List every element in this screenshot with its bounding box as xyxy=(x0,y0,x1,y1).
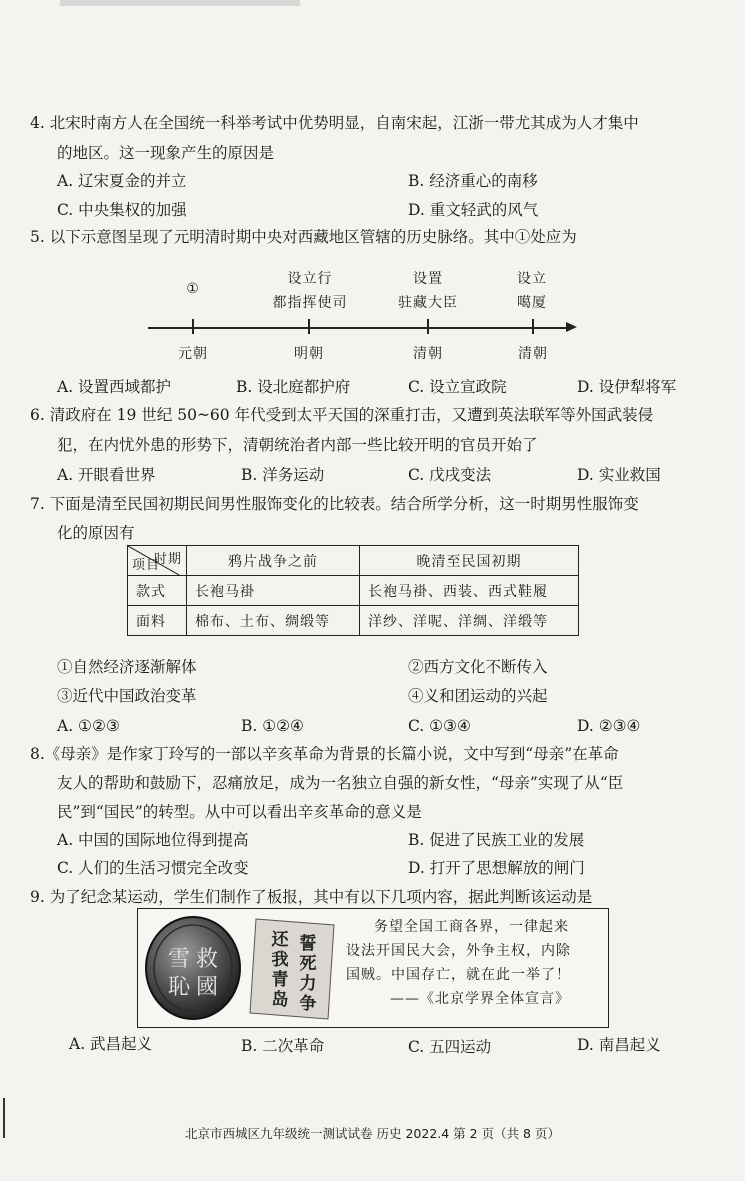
q5-option-a[interactable]: A. 设置西域都护 xyxy=(57,378,172,396)
card-char: 还 xyxy=(271,930,289,950)
q5-option-b[interactable]: B. 设北庭都护府 xyxy=(236,378,351,396)
header-period: 时期 xyxy=(153,552,182,567)
q9-option-d[interactable]: D. 南昌起义 xyxy=(577,1036,661,1054)
row-item: 款式 xyxy=(128,576,187,606)
timeline-event-2: 设立行 xyxy=(287,271,333,287)
header-item: 项目 xyxy=(132,558,161,573)
q8-stem-line1: 8.《母亲》是作家丁玲写的一部以辛亥革命为背景的长篇小说，文中写到“母亲”在革命 xyxy=(30,745,619,763)
card-char: 我 xyxy=(271,950,289,970)
timeline-event-4b: 噶厦 xyxy=(517,295,547,311)
timeline-event-2b: 都指挥使司 xyxy=(272,295,348,311)
q9-blackboard-poster xyxy=(137,908,609,1028)
q4-stem-line1: 4. 北宋时南方人在全国统一科举考试中优势明显，自南宋起，江浙一带尤其成为人才集中 xyxy=(30,114,639,132)
card-char: 死 xyxy=(299,954,317,974)
q6-option-c[interactable]: C. 戊戌变法 xyxy=(408,466,492,484)
coin-char: 國 xyxy=(195,975,219,1000)
q8-option-b[interactable]: B. 促进了民族工业的发展 xyxy=(408,831,585,849)
timeline-event-3: 设置 xyxy=(413,271,443,287)
row-before: 棉布、土布、绸缎等 xyxy=(187,606,360,636)
card-char: 力 xyxy=(299,974,317,994)
timeline-event-3b: 驻藏大臣 xyxy=(398,295,458,311)
timeline-dynasty-2: 明朝 xyxy=(294,346,324,362)
header-col-after: 晚清至民国初期 xyxy=(360,546,579,576)
q4-option-d[interactable]: D. 重文轻武的风气 xyxy=(408,201,539,219)
timeline-tick xyxy=(427,319,429,334)
q9-stem: 9. 为了纪念某运动，学生们制作了板报，其中有以下几项内容，据此判断该运动是 xyxy=(30,888,593,906)
timeline-axis xyxy=(148,327,568,329)
card-char: 岛 xyxy=(271,990,289,1010)
q4-option-b[interactable]: B. 经济重心的南移 xyxy=(408,172,538,190)
row-before: 长袍马褂 xyxy=(187,576,360,606)
timeline-dynasty-1: 元朝 xyxy=(178,346,208,362)
quote-line: 国贼。中国存亡，就在此一举了！ xyxy=(346,967,571,983)
timeline-tick xyxy=(308,319,310,334)
q6-option-d[interactable]: D. 实业救国 xyxy=(577,466,661,484)
q4-stem-line2: 的地区。这一现象产生的原因是 xyxy=(57,144,275,162)
q5-option-d[interactable]: D. 设伊犁将军 xyxy=(577,378,677,396)
q6-stem-line1: 6. 清政府在 19 世纪 50~60 年代受到太平天国的深重打击，又遭到英法联军等外国武装侵 xyxy=(30,406,654,424)
timeline-arrow-icon xyxy=(566,322,577,332)
q7-statement-1: ①自然经济逐渐解体 xyxy=(57,658,197,676)
q6-stem-line2: 犯，在内忧外患的形势下，清朝统治者内部一些比较开明的官员开始了 xyxy=(57,436,538,454)
row-after: 洋纱、洋呢、洋绸、洋缎等 xyxy=(360,606,579,636)
timeline-tick xyxy=(192,319,194,334)
q7-option-d[interactable]: D. ②③④ xyxy=(577,717,641,735)
coin-char: 恥 xyxy=(167,975,191,1000)
timeline-event-4: 设立 xyxy=(517,271,547,287)
q4-option-c[interactable]: C. 中央集权的加强 xyxy=(57,201,187,219)
q5-stem: 5. 以下示意图呈现了元明清时期中央对西藏地区管辖的历史脉络。其中①处应为 xyxy=(30,228,577,246)
declaration-quote xyxy=(346,915,604,1011)
scan-artifact xyxy=(60,0,300,6)
page-footer: 北京市西城区九年级统一测试试卷 历史 2022.4 第 2 页（共 8 页） xyxy=(185,1126,560,1141)
timeline-dynasty-4: 清朝 xyxy=(518,346,548,362)
card-char: 誓 xyxy=(299,934,317,954)
card-char: 青 xyxy=(271,970,289,990)
table-row xyxy=(128,606,579,636)
q8-option-a[interactable]: A. 中国的国际地位得到提高 xyxy=(57,831,249,849)
commemorative-coin-image xyxy=(143,914,243,1022)
q5-option-c[interactable]: C. 设立宣政院 xyxy=(408,378,507,396)
row-after: 长袍马褂、西装、西式鞋履 xyxy=(360,576,579,606)
q7-stem-line2: 化的原因有 xyxy=(57,524,135,542)
table-row xyxy=(128,576,579,606)
q8-stem-line2: 友人的帮助和鼓励下，忍痛放足，成为一名独立自强的新女性，“母亲”实现了从“臣 xyxy=(57,774,624,792)
q9-option-b[interactable]: B. 二次革命 xyxy=(241,1037,325,1055)
timeline-tick xyxy=(532,319,534,334)
card-char: 争 xyxy=(299,994,317,1014)
q8-stem-line3: 民”到“国民”的转型。从中可以看出辛亥革命的意义是 xyxy=(57,803,422,821)
q7-stem-line1: 7. 下面是清至民国初期民间男性服饰变化的比较表。结合所学分析，这一时期男性服饰变 xyxy=(30,495,639,513)
coin-char: 雪 xyxy=(167,947,191,972)
q6-option-b[interactable]: B. 洋务运动 xyxy=(241,466,325,484)
q6-option-a[interactable]: A. 开眼看世界 xyxy=(57,466,156,484)
quote-line: 务望全国工商各界，一律起来 xyxy=(374,919,569,935)
q9-option-c[interactable]: C. 五四运动 xyxy=(408,1038,492,1056)
q7-option-a[interactable]: A. ①②③ xyxy=(57,717,120,735)
q7-statement-3: ③近代中国政治变革 xyxy=(57,687,197,705)
q8-option-c[interactable]: C. 人们的生活习惯完全改变 xyxy=(57,859,249,877)
quote-source: ——《北京学界全体宣言》 xyxy=(390,991,570,1007)
timeline-dynasty-3: 清朝 xyxy=(413,346,443,362)
slogan-card-image xyxy=(248,915,338,1023)
row-item: 面料 xyxy=(128,606,187,636)
table-diagonal-header xyxy=(128,546,187,576)
q7-option-c[interactable]: C. ①③④ xyxy=(408,717,471,735)
q7-statement-2: ②西方文化不断传入 xyxy=(408,658,548,676)
q8-option-d[interactable]: D. 打开了思想解放的闸门 xyxy=(408,859,585,877)
q7-option-b[interactable]: B. ①②④ xyxy=(241,717,304,735)
table-header-row xyxy=(128,546,579,576)
q7-comparison-table xyxy=(127,545,579,636)
coin-char: 救 xyxy=(195,947,219,972)
timeline-event-1: ① xyxy=(186,281,200,297)
q9-option-a[interactable]: A. 武昌起义 xyxy=(69,1035,153,1053)
header-col-before: 鸦片战争之前 xyxy=(187,546,360,576)
q4-option-a[interactable]: A. 辽宋夏金的并立 xyxy=(57,172,187,190)
quote-line: 设法开国民大会，外争主权，内除 xyxy=(346,943,571,959)
q7-statement-4: ④义和团运动的兴起 xyxy=(408,687,548,705)
